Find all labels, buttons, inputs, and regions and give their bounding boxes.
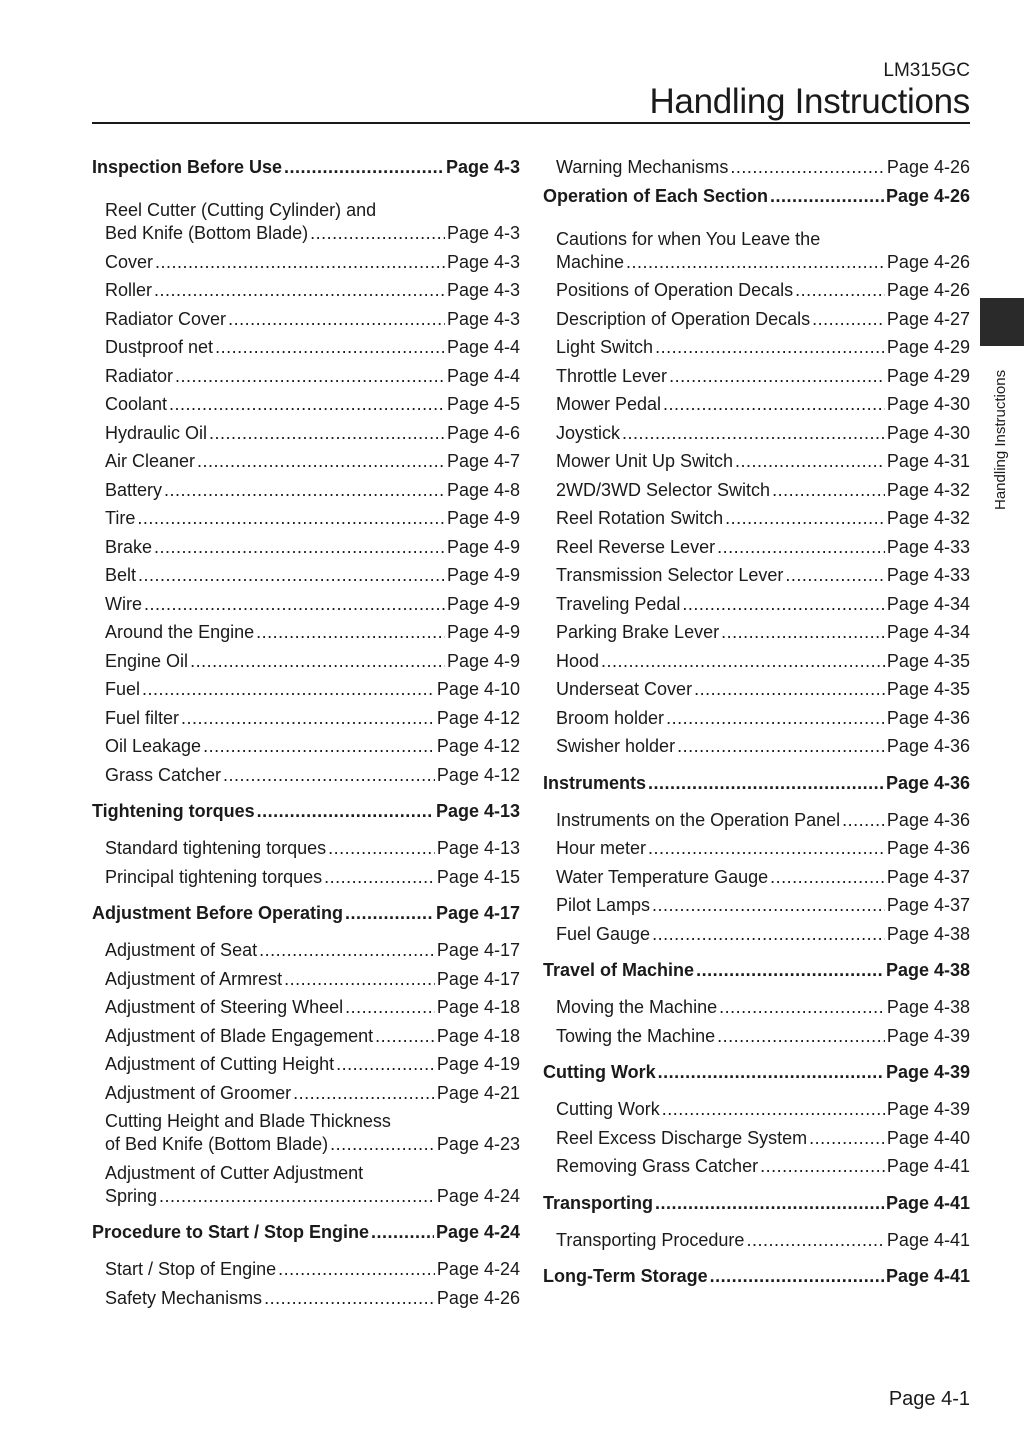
toc-entry[interactable]: Hood ..... Page 4-35 — [543, 651, 970, 680]
toc-entry[interactable]: Underseat Cover ..... Page 4-35 — [543, 679, 970, 708]
toc-entry[interactable]: Grass Catcher ..... Page 4-12 — [92, 765, 520, 794]
toc-entry[interactable]: Swisher holder ..... Page 4-36 — [543, 736, 970, 765]
toc-entry-line1[interactable]: Cutting Height and Blade Thickness — [105, 1111, 391, 1131]
toc-entry[interactable]: Description of Operation Decals ..... Page 4-27 — [543, 309, 970, 338]
toc-entry[interactable]: Moving the Machine ..... Page 4-38 — [543, 997, 970, 1026]
toc-heading[interactable]: Inspection Before Use ..... Page 4-3 — [92, 157, 520, 194]
toc-entry[interactable]: Cutting Work ..... Page 4-39 — [543, 1099, 970, 1128]
toc-heading[interactable]: Transporting ..... Page 4-41 — [543, 1193, 970, 1230]
toc-entry[interactable]: Adjustment of Cutting Height ..... Page 4-19 — [92, 1054, 520, 1083]
page-number: Page 4-1 — [888, 1388, 970, 1410]
toc-entry[interactable]: Fuel ..... Page 4-10 — [92, 679, 520, 708]
toc-entry[interactable]: Adjustment of Steering Wheel ..... Page 4-18 — [92, 997, 520, 1026]
toc-entry[interactable]: of Bed Knife (Bottom Blade) ..... Page 4-23 — [92, 1134, 520, 1163]
toc-entry[interactable]: Reel Reverse Lever ..... Page 4-33 — [543, 537, 970, 566]
toc-entry[interactable]: Adjustment of Groomer ..... Page 4-21 — [92, 1083, 520, 1112]
page-title: Handling Instructions — [649, 82, 970, 121]
toc-entry[interactable]: Hour meter ..... Page 4-36 — [543, 838, 970, 867]
toc-entry[interactable]: Dustproof net ..... Page 4-4 — [92, 337, 520, 366]
toc-heading[interactable]: Tightening torques ..... Page 4-13 — [92, 801, 520, 838]
toc-entry[interactable]: Coolant ..... Page 4-5 — [92, 394, 520, 423]
toc-heading[interactable]: Long-Term Storage ..... Page 4-41 — [543, 1266, 970, 1303]
toc-entry[interactable]: Parking Brake Lever ..... Page 4-34 — [543, 622, 970, 651]
toc-heading[interactable]: Adjustment Before Operating ..... Page 4-17 — [92, 903, 520, 940]
toc-right-column — [543, 157, 970, 1303]
toc-entry[interactable]: Principal tightening torques ..... Page 4-15 — [92, 867, 520, 896]
toc-entry[interactable]: Air Cleaner ..... Page 4-7 — [92, 451, 520, 480]
toc-entry[interactable]: Light Switch ..... Page 4-29 — [543, 337, 970, 366]
toc-heading[interactable]: Cutting Work ..... Page 4-39 — [543, 1062, 970, 1099]
toc-entry[interactable]: Mower Unit Up Switch ..... Page 4-31 — [543, 451, 970, 480]
toc-entry[interactable]: Broom holder ..... Page 4-36 — [543, 708, 970, 737]
toc-entry[interactable]: Fuel Gauge ..... Page 4-38 — [543, 924, 970, 953]
toc-entry[interactable]: Bed Knife (Bottom Blade) ..... Page 4-3 — [92, 223, 520, 252]
toc-entry[interactable]: Battery ..... Page 4-8 — [92, 480, 520, 509]
toc-entry[interactable]: Start / Stop of Engine ..... Page 4-24 — [92, 1259, 520, 1288]
header-rule — [92, 122, 970, 124]
toc-entry[interactable]: Pilot Lamps ..... Page 4-37 — [543, 895, 970, 924]
toc-entry[interactable]: Adjustment of Armrest ..... Page 4-17 — [92, 969, 520, 998]
toc-left-column — [92, 157, 520, 1316]
toc-entry[interactable]: Fuel filter ..... Page 4-12 — [92, 708, 520, 737]
toc-heading[interactable]: Operation of Each Section ..... Page 4-26 — [543, 186, 970, 223]
toc-entry-line1[interactable]: Adjustment of Cutter Adjustment — [105, 1162, 364, 1183]
toc-entry[interactable]: Standard tightening torques ..... Page 4-13 — [92, 838, 520, 867]
toc-entry[interactable]: Traveling Pedal ..... Page 4-34 — [543, 594, 970, 623]
toc-entry[interactable]: Safety Mechanisms ..... Page 4-26 — [92, 1288, 520, 1317]
toc-entry-line1[interactable]: Reel Cutter (Cutting Cylinder) and — [105, 200, 377, 220]
toc-entry[interactable]: Radiator Cover ..... Page 4-3 — [92, 309, 520, 338]
toc-entry[interactable]: Joystick ..... Page 4-30 — [543, 423, 970, 452]
toc-entry[interactable]: Transmission Selector Lever ..... Page 4-33 — [543, 565, 970, 594]
toc-entry[interactable]: Throttle Lever ..... Page 4-29 — [543, 366, 970, 395]
toc-entry[interactable]: Reel Rotation Switch ..... Page 4-32 — [543, 508, 970, 537]
toc-entry-line1[interactable]: Cautions for when You Leave the — [556, 228, 821, 249]
toc-entry[interactable]: Cover ..... Page 4-3 — [92, 252, 520, 281]
toc-entry[interactable]: Adjustment of Seat ..... Page 4-17 — [92, 940, 520, 969]
toc-entry[interactable]: Machine ..... Page 4-26 — [543, 252, 970, 281]
toc-entry[interactable]: Instruments on the Operation Panel ..... Page 4-36 — [543, 810, 970, 839]
section-tab — [980, 298, 1024, 346]
toc-heading[interactable]: Travel of Machine ..... Page 4-38 — [543, 960, 970, 997]
toc-entry[interactable]: Reel Excess Discharge System ..... Page 4-40 — [543, 1128, 970, 1157]
toc-entry[interactable]: Engine Oil ..... Page 4-9 — [92, 651, 520, 680]
toc-entry[interactable]: Around the Engine ..... Page 4-9 — [92, 622, 520, 651]
toc-entry[interactable]: Water Temperature Gauge ..... Page 4-37 — [543, 867, 970, 896]
toc-entry[interactable]: Towing the Machine ..... Page 4-39 — [543, 1026, 970, 1055]
toc-entry[interactable]: Tire ..... Page 4-9 — [92, 508, 520, 537]
toc-heading[interactable]: Instruments ..... Page 4-36 — [543, 773, 970, 810]
toc-entry[interactable]: Removing Grass Catcher ..... Page 4-41 — [543, 1156, 970, 1185]
toc-entry[interactable]: 2WD/3WD Selector Switch ..... Page 4-32 — [543, 480, 970, 509]
toc-entry[interactable]: Mower Pedal ..... Page 4-30 — [543, 394, 970, 423]
side-tab-label: Handling Instructions — [992, 369, 1009, 510]
model-number: LM315GC — [883, 60, 970, 81]
toc-entry[interactable]: Transporting Procedure ..... Page 4-41 — [543, 1230, 970, 1259]
toc-entry[interactable]: Brake ..... Page 4-9 — [92, 537, 520, 566]
toc-entry[interactable]: Adjustment of Blade Engagement ..... Page 4-18 — [92, 1026, 520, 1055]
toc-entry[interactable]: Wire ..... Page 4-9 — [92, 594, 520, 623]
toc-entry[interactable]: Belt ..... Page 4-9 — [92, 565, 520, 594]
toc-entry[interactable]: Positions of Operation Decals ..... Page 4-26 — [543, 280, 970, 309]
toc-entry[interactable]: Warning Mechanisms ..... Page 4-26 — [543, 157, 970, 186]
toc-entry[interactable]: Hydraulic Oil ..... Page 4-6 — [92, 423, 520, 452]
toc-entry[interactable]: Oil Leakage ..... Page 4-12 — [92, 736, 520, 765]
toc-heading[interactable]: Procedure to Start / Stop Engine ..... Page 4-24 — [92, 1222, 520, 1259]
toc-entry[interactable]: Spring ..... Page 4-24 — [92, 1186, 520, 1215]
toc-entry[interactable]: Radiator ..... Page 4-4 — [92, 366, 520, 395]
toc-entry[interactable]: Roller ..... Page 4-3 — [92, 280, 520, 309]
